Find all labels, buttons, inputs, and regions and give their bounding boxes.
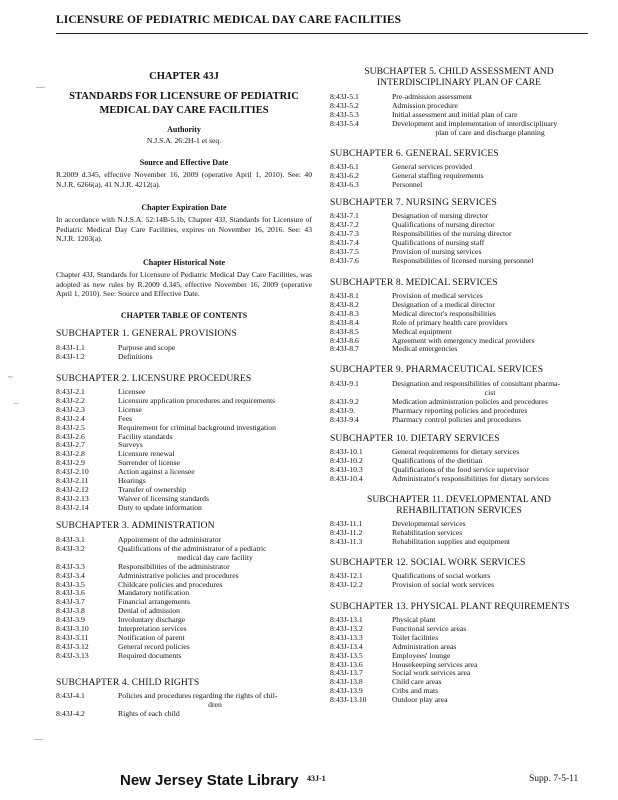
section-title bbox=[118, 692, 312, 710]
chapter-title-line2: MEDICAL DAY CARE FACILITIES bbox=[99, 105, 269, 116]
section-number: 8:43J-2.11 bbox=[56, 476, 89, 486]
section-title-text: Responsibilities of licensed nursing personnel bbox=[392, 255, 534, 265]
subchapter-6-title: SUBCHAPTER 6. GENERAL SERVICES bbox=[330, 148, 499, 159]
chapter-title-line1: STANDARDS FOR LICENSURE OF PEDIATRIC bbox=[69, 91, 299, 102]
toc-entry bbox=[330, 625, 588, 634]
footer-library: New Jersey State Library bbox=[120, 772, 299, 789]
subchapter-9-title: SUBCHAPTER 9. PHARMACEUTICAL SERVICES bbox=[330, 364, 544, 375]
section-title-text: Licensee bbox=[118, 387, 146, 396]
section-number: 8:43J-13.5 bbox=[330, 650, 363, 660]
subchapter-8-title: SUBCHAPTER 8. MEDICAL SERVICES bbox=[330, 277, 498, 288]
section-title-text: Housekeeping services area bbox=[392, 659, 478, 669]
toc-entry bbox=[56, 468, 312, 477]
section-number: 8:43J-3.1 bbox=[56, 535, 85, 544]
section-number: 8:43J-9.4 bbox=[330, 414, 359, 424]
section-title-text: Administration areas bbox=[392, 641, 457, 651]
section-title bbox=[392, 416, 588, 425]
section-title-text: Qualifications of the food service supervisor bbox=[392, 464, 529, 474]
section-number: 8:43J-13.8 bbox=[330, 677, 363, 687]
section-number: 8:43J-5.1 bbox=[330, 92, 359, 101]
section-number: 8:43J-10.1 bbox=[330, 447, 363, 456]
toc-entry bbox=[56, 545, 312, 563]
section-number: 8:43J-3.5 bbox=[56, 579, 85, 589]
section-title-text: Cribs and mats bbox=[392, 686, 439, 696]
margin-mark: — bbox=[34, 734, 43, 744]
section-title-continuation: plan of care and discharge planning bbox=[435, 127, 545, 137]
section-number: 8:43J-1.1 bbox=[56, 343, 85, 352]
section-number: 8:43J-6.1 bbox=[330, 162, 359, 171]
toc-entry bbox=[56, 710, 312, 719]
section-title-text: Financial arrangements bbox=[118, 597, 190, 607]
toc-entry bbox=[330, 172, 588, 181]
section-title-text: Pre-admission assessment bbox=[392, 92, 473, 101]
section-number: 8:43J-13.9 bbox=[330, 686, 363, 696]
section-title-text: Mandatory notification bbox=[118, 588, 190, 598]
section-title bbox=[392, 120, 588, 138]
section-number: 8:43J-11.3 bbox=[330, 536, 363, 546]
subchapter-5-title-line2: INTERDISCIPLINARY PLAN OF CARE bbox=[376, 77, 542, 88]
footer-page-number: 43J-1 bbox=[307, 774, 326, 783]
authority-heading: Authority bbox=[167, 125, 201, 134]
margin-mark: — bbox=[36, 82, 45, 92]
section-number: 8:43J-3.7 bbox=[56, 597, 85, 607]
toc-entry bbox=[330, 581, 588, 590]
section-number: 8:43J-2.1 bbox=[56, 387, 85, 396]
section-title-text: Licensure application procedures and requirements bbox=[118, 395, 276, 405]
section-title-text: General record policies bbox=[118, 641, 190, 651]
subchapter-1-title: SUBCHAPTER 1. GENERAL PROVISIONS bbox=[56, 328, 237, 339]
toc-entry bbox=[56, 643, 312, 652]
toc-heading: CHAPTER TABLE OF CONTENTS bbox=[120, 311, 248, 320]
section-title-text: Initial assessment and initial plan of care bbox=[392, 109, 518, 119]
section-number: 8:43J-3.9 bbox=[56, 615, 85, 625]
section-title-text: Designation and responsibilities of consultant pharma- bbox=[392, 379, 561, 388]
toc-entry bbox=[330, 538, 588, 547]
section-number: 8:43J-9.1 bbox=[330, 379, 359, 388]
section-title-text: Requirement for criminal background investigation bbox=[118, 422, 276, 432]
history-heading: Chapter Historical Note bbox=[142, 258, 226, 267]
section-title-text: Provision of nursing services bbox=[392, 246, 482, 256]
toc-entry bbox=[56, 424, 312, 433]
section-number: 8:43J-8.3 bbox=[330, 308, 359, 318]
section-number: 8:43J-3.11 bbox=[56, 632, 89, 642]
section-number: 8:43J-12.2 bbox=[330, 579, 363, 589]
section-number: 8:43J-7.6 bbox=[330, 255, 359, 265]
section-title bbox=[392, 181, 588, 190]
section-title bbox=[118, 433, 312, 442]
section-number: 8:43J-3.6 bbox=[56, 588, 85, 598]
section-title-text: Qualifications of the dietitian bbox=[392, 455, 483, 465]
section-number: 8:43J-7.5 bbox=[330, 246, 359, 256]
section-title-text: Administrative policies and procedures bbox=[118, 570, 239, 580]
section-number: 8:43J-7.1 bbox=[330, 211, 359, 220]
section-title-text: Qualifications of nursing staff bbox=[392, 237, 485, 247]
toc-entry bbox=[56, 406, 312, 415]
section-title-text: Required documents bbox=[118, 650, 182, 660]
section-title-text: Waiver of licensing standards bbox=[118, 493, 209, 503]
section-number: 8:43J-3.13 bbox=[56, 650, 89, 660]
section-title-text: Designation of nursing director bbox=[392, 211, 489, 220]
section-number: 8:43J-8.4 bbox=[330, 317, 359, 327]
section-title bbox=[118, 710, 312, 719]
section-title-text: Notification of parent bbox=[118, 632, 185, 642]
section-title-text: Rehabilitation services bbox=[392, 527, 463, 537]
section-title-text: Appointment of the administrator bbox=[118, 535, 222, 544]
section-number: 8:43J-3.2 bbox=[56, 543, 85, 553]
section-number: 8:43J-9. bbox=[330, 405, 355, 415]
toc-entry bbox=[330, 416, 588, 425]
section-number: 8:43J-2.8 bbox=[56, 449, 85, 459]
section-title-text: Rehabilitation supplies and equipment bbox=[392, 536, 511, 546]
section-title-text: Medical emergencies bbox=[392, 344, 458, 354]
subchapter-11-title-line1: SUBCHAPTER 11. DEVELOPMENTAL AND bbox=[366, 494, 551, 505]
section-title-text: License bbox=[118, 404, 142, 414]
section-title-text: Pharmacy control policies and procedures bbox=[392, 414, 521, 424]
subchapter-7-list bbox=[330, 212, 588, 265]
source-text: R.2009 d.345, effective November 16, 2009 (operative April 1, 2010). See: 40 N.J.R. 6266(a), 41 N.J.R. 4212(a). bbox=[56, 170, 312, 189]
subchapter-5-title-line1: SUBCHAPTER 5. CHILD ASSESSMENT AND bbox=[364, 66, 554, 77]
authority-text: N.J.S.A. 26:2H-1 et seq. bbox=[146, 136, 222, 145]
section-title-text: Purpose and scope bbox=[118, 343, 176, 352]
section-title-text: Transfer of ownership bbox=[118, 484, 187, 494]
section-title-text: Hearings bbox=[118, 476, 146, 486]
section-title bbox=[392, 257, 588, 266]
section-title-text: Functional service areas bbox=[392, 623, 467, 633]
section-number: 8:43J-3.3 bbox=[56, 561, 85, 571]
section-title-text: Medical equipment bbox=[392, 326, 452, 336]
section-title-text: Childcare policies and procedures bbox=[118, 579, 223, 589]
subchapter-1-list bbox=[56, 344, 312, 362]
toc-entry bbox=[56, 397, 312, 406]
toc-entry bbox=[56, 353, 312, 362]
subchapter-13-list bbox=[330, 616, 588, 705]
toc-entry bbox=[56, 433, 312, 442]
toc-entry bbox=[330, 345, 588, 354]
toc-entry bbox=[330, 181, 588, 190]
section-number: 8:43J-3.8 bbox=[56, 606, 85, 616]
toc-entry bbox=[330, 678, 588, 687]
subchapter-12-list bbox=[330, 572, 588, 590]
section-number: 8:43J-13.1 bbox=[330, 615, 363, 624]
section-number: 8:43J-2.5 bbox=[56, 422, 85, 432]
section-title-text: General requirements for dietary services bbox=[392, 447, 520, 456]
toc-entry bbox=[330, 687, 588, 696]
history-text: Chapter 43J, Standards for Licensure of Pediatric Medical Day Care Facilities, was adopted as new rules by R.2009 d.345, effective November 16, 2009 (operative April 1, 2010). See: Source and Effective Date. bbox=[56, 270, 312, 299]
section-title-text: Medication administration policies and procedures bbox=[392, 396, 548, 406]
toc-entry bbox=[330, 120, 588, 138]
section-title-text: Facility standards bbox=[118, 431, 173, 441]
section-number: 8:43J-2.6 bbox=[56, 431, 85, 441]
section-number: 8:43J-2.4 bbox=[56, 413, 85, 423]
toc-entry bbox=[330, 337, 588, 346]
running-header: LICENSURE OF PEDIATRIC MEDICAL DAY CARE FACILITIES bbox=[56, 14, 402, 26]
section-title-text: Medical director's responsibilities bbox=[392, 308, 496, 318]
expiration-text: In accordance with N.J.S.A. 52:14B-5.1b, Chapter 43J, Standards for Licensure of Pediatric Medical Day Care Facilities, expires on November 16, 2016. See: 43 N.J.R. 1203(a). bbox=[56, 215, 312, 244]
section-title bbox=[118, 504, 312, 513]
subchapter-4-title: SUBCHAPTER 4. CHILD RIGHTS bbox=[56, 677, 200, 688]
toc-entry bbox=[56, 344, 312, 353]
section-number: 8:43J-2.2 bbox=[56, 395, 85, 405]
section-number: 8:43J-3.4 bbox=[56, 570, 85, 580]
subchapter-7-title: SUBCHAPTER 7. NURSING SERVICES bbox=[330, 197, 497, 208]
section-title-text: Fees bbox=[118, 413, 133, 423]
section-title-text: Qualifications of social workers bbox=[392, 571, 491, 580]
section-title bbox=[392, 696, 588, 705]
section-number: 8:43J-7.2 bbox=[330, 219, 359, 229]
section-number: 8:43J-4.2 bbox=[56, 708, 85, 718]
section-number: 8:43J-2.9 bbox=[56, 458, 85, 468]
toc-entry bbox=[56, 441, 312, 450]
section-title-text: General services provided bbox=[392, 162, 473, 171]
section-title bbox=[392, 538, 588, 547]
subchapter-11-list bbox=[330, 520, 588, 547]
subchapter-10-title: SUBCHAPTER 10. DIETARY SERVICES bbox=[330, 433, 500, 444]
section-title bbox=[118, 353, 312, 362]
section-title-text: Social work services area bbox=[392, 668, 471, 678]
source-heading: Source and Effective Date bbox=[139, 158, 229, 167]
section-title-text: Rights of each child bbox=[118, 708, 180, 718]
section-number: 8:43J-4.1 bbox=[56, 691, 85, 700]
section-number: 8:43J-13.3 bbox=[330, 632, 363, 642]
section-title-text: Surveys bbox=[118, 440, 143, 450]
toc-entry bbox=[330, 643, 588, 652]
section-title-text: Surrender of license bbox=[118, 458, 180, 468]
section-title-text: Child care areas bbox=[392, 677, 442, 687]
section-number: 8:43J-2.12 bbox=[56, 484, 89, 494]
subchapter-12-title: SUBCHAPTER 12. SOCIAL WORK SERVICES bbox=[330, 557, 526, 568]
section-number: 8:43J-13.10 bbox=[330, 695, 367, 705]
section-number: 8:43J-13.7 bbox=[330, 668, 363, 678]
section-number: 8:43J-2.14 bbox=[56, 502, 89, 512]
section-number: 8:43J-8.7 bbox=[330, 344, 359, 354]
subchapter-13-title: SUBCHAPTER 13. PHYSICAL PLANT REQUIREMENTS bbox=[330, 601, 570, 612]
chapter-number: CHAPTER 43J bbox=[149, 71, 219, 82]
section-number: 8:43J-7.3 bbox=[330, 228, 359, 238]
toc-entry bbox=[330, 380, 588, 398]
section-title bbox=[392, 475, 588, 484]
subchapter-6-list bbox=[330, 163, 588, 190]
chapter-title bbox=[56, 90, 312, 118]
section-number: 8:43J-5.2 bbox=[330, 100, 359, 110]
section-title-text: Developmental services bbox=[392, 519, 466, 528]
section-title-text: Personnel bbox=[392, 179, 423, 189]
section-title bbox=[392, 380, 588, 398]
section-title-text: Physical plant bbox=[392, 615, 436, 624]
subchapter-3-title: SUBCHAPTER 3. ADMINISTRATION bbox=[56, 520, 215, 531]
section-title-text: Pharmacy reporting policies and procedures bbox=[392, 405, 528, 415]
section-title bbox=[118, 397, 312, 406]
section-number: 8:43J-3.10 bbox=[56, 624, 89, 634]
section-number: 8:43J-3.12 bbox=[56, 641, 89, 651]
subchapter-4-list bbox=[56, 692, 312, 719]
section-number: 8:43J-13.4 bbox=[330, 641, 363, 651]
section-number: 8:43J-8.6 bbox=[330, 335, 359, 345]
section-number: 8:43J-8.1 bbox=[330, 291, 359, 300]
section-title bbox=[118, 545, 312, 563]
section-number: 8:43J-6.3 bbox=[330, 179, 359, 189]
section-title-text: Interpretation services bbox=[118, 624, 187, 634]
subchapter-9-list bbox=[330, 380, 588, 425]
subchapter-3-list bbox=[56, 536, 312, 661]
toc-entry bbox=[330, 93, 588, 102]
section-title-continuation: medical day care facility bbox=[177, 552, 253, 562]
toc-entry bbox=[330, 257, 588, 266]
section-title-continuation: cist bbox=[484, 387, 496, 397]
section-title-text: Involuntary discharge bbox=[118, 615, 186, 625]
section-title-continuation: dren bbox=[208, 699, 222, 709]
section-number: 8:43J-8.5 bbox=[330, 326, 359, 336]
section-title-text: General staffing requirements bbox=[392, 170, 484, 180]
subchapter-5-title bbox=[330, 66, 588, 88]
section-number: 8:43J-12.1 bbox=[330, 571, 363, 580]
section-number: 8:43J-9.2 bbox=[330, 396, 359, 406]
subchapter-11-title bbox=[330, 494, 588, 516]
section-title bbox=[118, 652, 312, 661]
section-number: 8:43J-2.7 bbox=[56, 440, 85, 450]
section-number: 8:43J-1.2 bbox=[56, 351, 85, 361]
section-title-text: Role of primary health care providers bbox=[392, 317, 508, 327]
subchapter-2-title: SUBCHAPTER 2. LICENSURE PROCEDURES bbox=[56, 373, 252, 384]
section-title-text: Designation of a medical director bbox=[392, 299, 495, 309]
section-title-text: Definitions bbox=[118, 351, 153, 361]
section-title-text: Duty to update information bbox=[118, 502, 202, 512]
toc-entry bbox=[56, 692, 312, 710]
section-number: 8:43J-11.1 bbox=[330, 519, 363, 528]
toc-entry bbox=[56, 504, 312, 513]
header-rule bbox=[56, 33, 588, 34]
section-title-text: Toilet facilities bbox=[392, 632, 439, 642]
section-number: 8:43J-2.13 bbox=[56, 493, 89, 503]
margin-mark: ~ bbox=[8, 372, 13, 382]
section-title-text: Licensure renewal bbox=[118, 449, 175, 459]
section-title-text: Outdoor play area bbox=[392, 695, 448, 705]
section-number: 8:43J-8.2 bbox=[330, 299, 359, 309]
section-title bbox=[118, 468, 312, 477]
section-number: 8:43J-10.4 bbox=[330, 473, 363, 483]
section-title-text: Development and implementation of interdisciplinary bbox=[392, 118, 558, 128]
section-title bbox=[392, 345, 588, 354]
section-title-text: Action against a licensee bbox=[118, 467, 195, 477]
toc-entry bbox=[330, 634, 588, 643]
section-number: 8:43J-13.6 bbox=[330, 659, 363, 669]
margin-mark: – bbox=[14, 398, 19, 408]
section-number: 8:43J-7.4 bbox=[330, 237, 359, 247]
section-title-text: Responsibilities of the administrator bbox=[118, 561, 230, 571]
toc-entry bbox=[330, 319, 588, 328]
section-title-text: Denial of admission bbox=[118, 606, 180, 616]
section-number: 8:43J-5.3 bbox=[330, 109, 359, 119]
section-title-text: Administrator's responsibilities for dietary services bbox=[392, 473, 549, 483]
subchapter-2-list bbox=[56, 388, 312, 513]
section-title-text: Policies and procedures regarding the rights of chil- bbox=[118, 691, 278, 700]
section-number: 8:43J-2.3 bbox=[56, 404, 85, 414]
toc-entry bbox=[330, 475, 588, 484]
section-number: 8:43J-10.2 bbox=[330, 455, 363, 465]
section-number: 8:43J-11.2 bbox=[330, 527, 363, 537]
section-number: 8:43J-2.10 bbox=[56, 467, 89, 477]
subchapter-11-title-line2: REHABILITATION SERVICES bbox=[396, 505, 522, 516]
section-number: 8:43J-6.2 bbox=[330, 170, 359, 180]
section-title-text: Qualifications of nursing director bbox=[392, 219, 495, 229]
section-title bbox=[392, 581, 588, 590]
section-title-text: Agreement with emergency medical providers bbox=[392, 335, 535, 345]
toc-entry bbox=[330, 696, 588, 705]
subchapter-10-list bbox=[330, 448, 588, 484]
section-title-text: Provision of medical services bbox=[392, 291, 483, 300]
footer-supplement: Supp. 7-5-11 bbox=[529, 774, 579, 784]
section-number: 8:43J-10.3 bbox=[330, 464, 363, 474]
subchapter-5-list bbox=[330, 93, 588, 138]
section-title-text: Employees' lounge bbox=[392, 650, 451, 660]
subchapter-8-list bbox=[330, 292, 588, 354]
toc-entry bbox=[56, 652, 312, 661]
section-title-text: Qualifications of the administrator of a pediatric bbox=[118, 543, 267, 553]
section-number: 8:43J-13.2 bbox=[330, 623, 363, 633]
section-title-text: Responsibilities of the nursing director bbox=[392, 228, 512, 238]
toc-entry bbox=[56, 450, 312, 459]
section-title bbox=[118, 406, 312, 415]
toc-entry bbox=[56, 598, 312, 607]
section-title-text: Admission procedure bbox=[392, 100, 458, 110]
section-title-text: Provision of social work services bbox=[392, 579, 495, 589]
section-number: 8:43J-5.4 bbox=[330, 118, 359, 128]
expiration-heading: Chapter Expiration Date bbox=[141, 203, 227, 212]
toc-entry bbox=[330, 669, 588, 678]
